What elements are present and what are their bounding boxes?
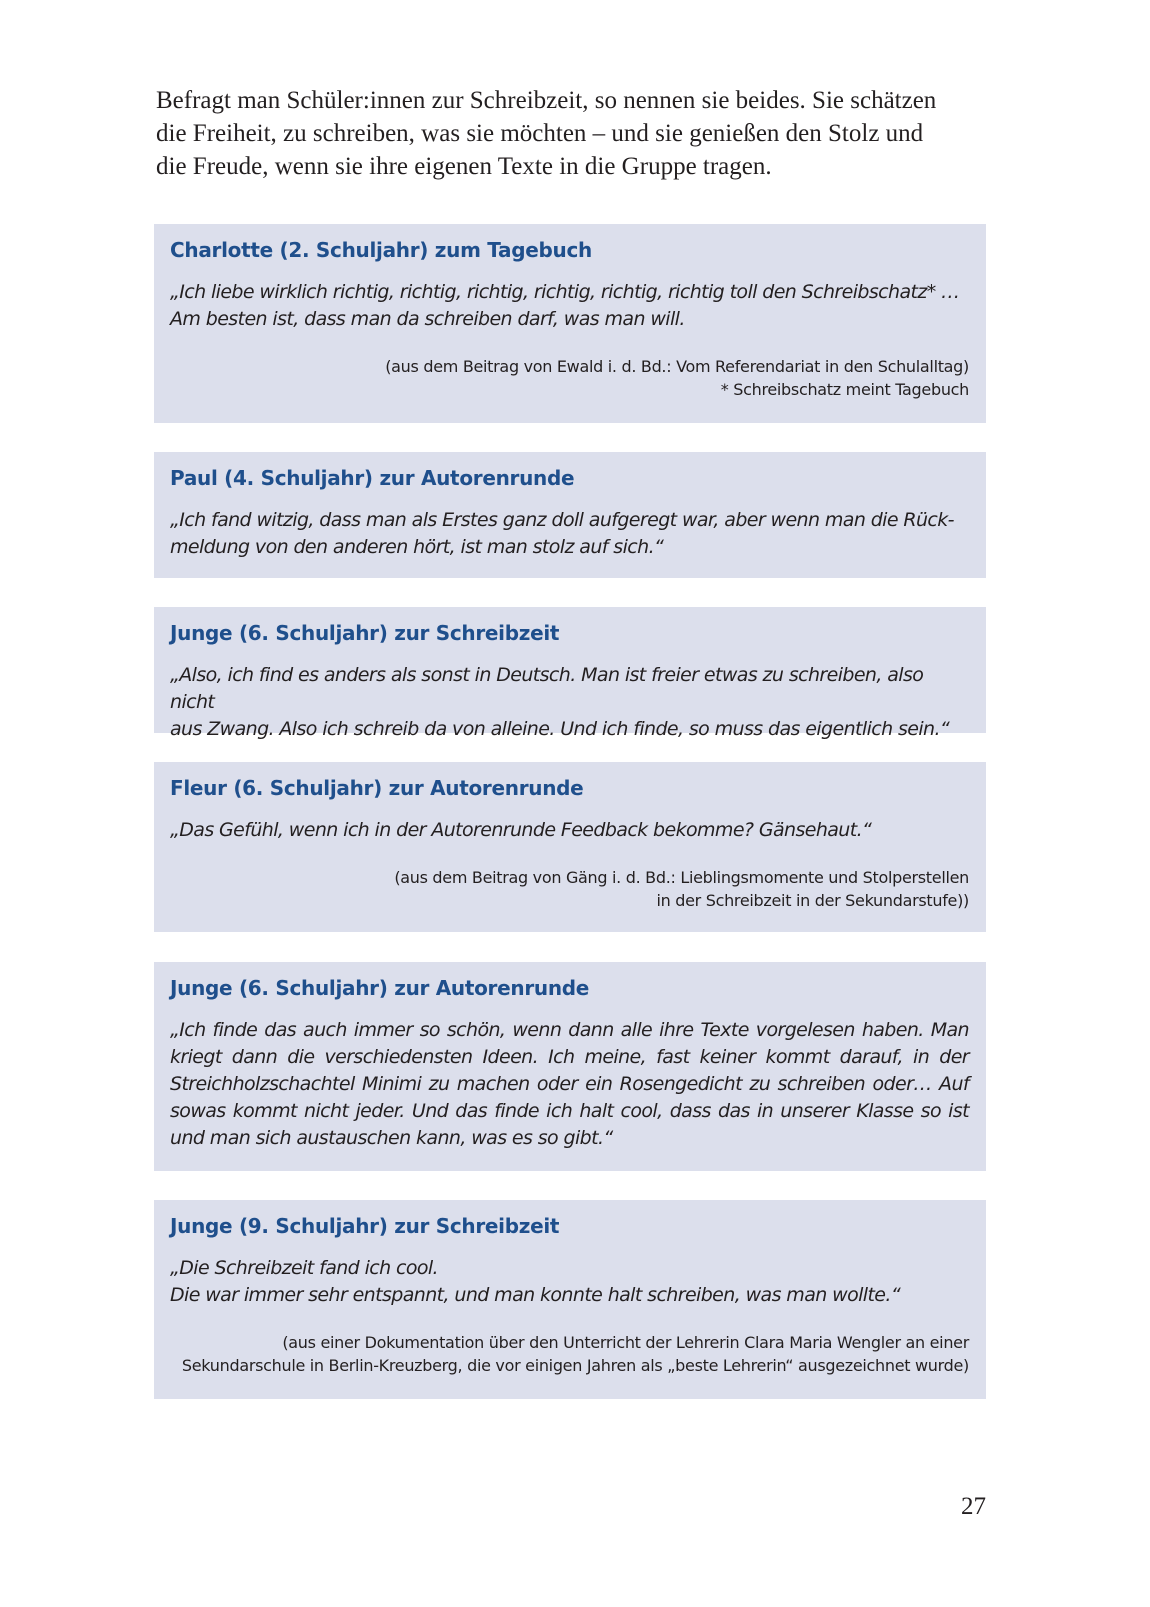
quote-box-junge-6-autorenrunde [154,962,986,1171]
quote-text [170,1255,969,1309]
source-line: (aus dem Beitrag von Ewald i. d. Bd.: Vom Referendariat in den Schulalltag) [385,357,969,376]
quote-box-title: Paul (4. Schuljahr) zur Autorenrunde [170,466,575,490]
page-number: 27 [961,1493,986,1520]
quote-line: „Das Gefühl, wenn ich in der Autorenrunde Feedback bekomme? Gänsehaut.“ [170,819,872,841]
quote-text: „Ich finde das auch immer so schön, wenn dann alle ihre Texte vorgelesen haben. Man kriegt dann die verschiedensten Ideen. Ich meine, fast keiner kommt darauf, in der Streichholzschachtel Minimi zu machen oder ein Rosengedicht zu schreiben oder… Auf sowas kommt nicht jeder. Und das finde ich halt cool, dass das in unserer Klasse so ist und man sich austauschen kann, was es so gibt.“ [170,1019,969,1149]
quote-box-title: Charlotte (2. Schuljahr) zum Tagebuch [170,238,592,262]
quote-box-title: Junge (6. Schuljahr) zur Autorenrunde [170,976,590,1000]
footnote-line: * Schreibschatz meint Tagebuch [720,380,969,399]
quote-line: „Ich fand witzig, dass man als Erstes ganz doll aufgeregt war, aber wenn man die Rück- [170,509,954,531]
quote-box-charlotte [154,224,986,423]
source-line: Sekundarschule in Berlin-Kreuzberg, die vor einigen Jahren als „beste Lehrerin“ ausgezeichnet wurde) [181,1356,969,1375]
quote-line: Am besten ist, dass man da schreiben darf, was man will. [170,308,685,330]
source-line: in der Schreibzeit in der Sekundarstufe)) [656,891,969,910]
intro-paragraph [156,84,988,183]
quote-line: meldung von den anderen hört, ist man stolz auf sich.“ [170,536,664,558]
quote-source [170,1331,969,1377]
quote-line: Die war immer sehr entspannt, und man konnte halt schreiben, was man wollte.“ [170,1284,901,1306]
quote-box-paul [154,452,986,578]
quote-text [170,279,969,333]
quote-line: „Ich liebe wirklich richtig, richtig, richtig, richtig, richtig, richtig toll den Schreibschatz* … [170,281,960,303]
quote-box-junge-6-schreibzeit [154,607,986,740]
source-line: (aus dem Beitrag von Gäng i. d. Bd.: Lieblingsmomente und Stolperstellen [394,868,969,887]
quote-text [170,817,969,844]
quote-box-fleur [154,762,986,932]
intro-line: die Freude, wenn sie ihre eigenen Texte in die Gruppe tragen. [156,153,772,180]
quote-box-title: Fleur (6. Schuljahr) zur Autorenrunde [170,776,584,800]
quote-line: aus Zwang. Also ich schreib da von alleine. Und ich finde, so muss das eigentlich sein.“ [170,718,950,740]
quote-line: „Also, ich find es anders als sonst in Deutsch. Man ist freier etwas zu schreiben, also nicht [170,664,924,713]
quote-source [170,866,969,912]
source-line: (aus einer Dokumentation über den Unterricht der Lehrerin Clara Maria Wengler an einer [282,1333,969,1352]
quote-source [170,355,969,401]
quote-text [170,662,969,743]
intro-line: Befragt man Schüler:innen zur Schreibzeit, so nennen sie beides. Sie schätzen [156,87,937,114]
quote-text [170,507,969,561]
quote-box-title: Junge (9. Schuljahr) zur Schreibzeit [170,1214,560,1238]
quote-box-title: Junge (6. Schuljahr) zur Schreibzeit [170,621,560,645]
intro-line: die Freiheit, zu schreiben, was sie möchten – und sie genießen den Stolz und [156,120,924,147]
quote-box-junge-9 [154,1200,986,1399]
quote-line: „Die Schreibzeit fand ich cool. [170,1257,438,1279]
